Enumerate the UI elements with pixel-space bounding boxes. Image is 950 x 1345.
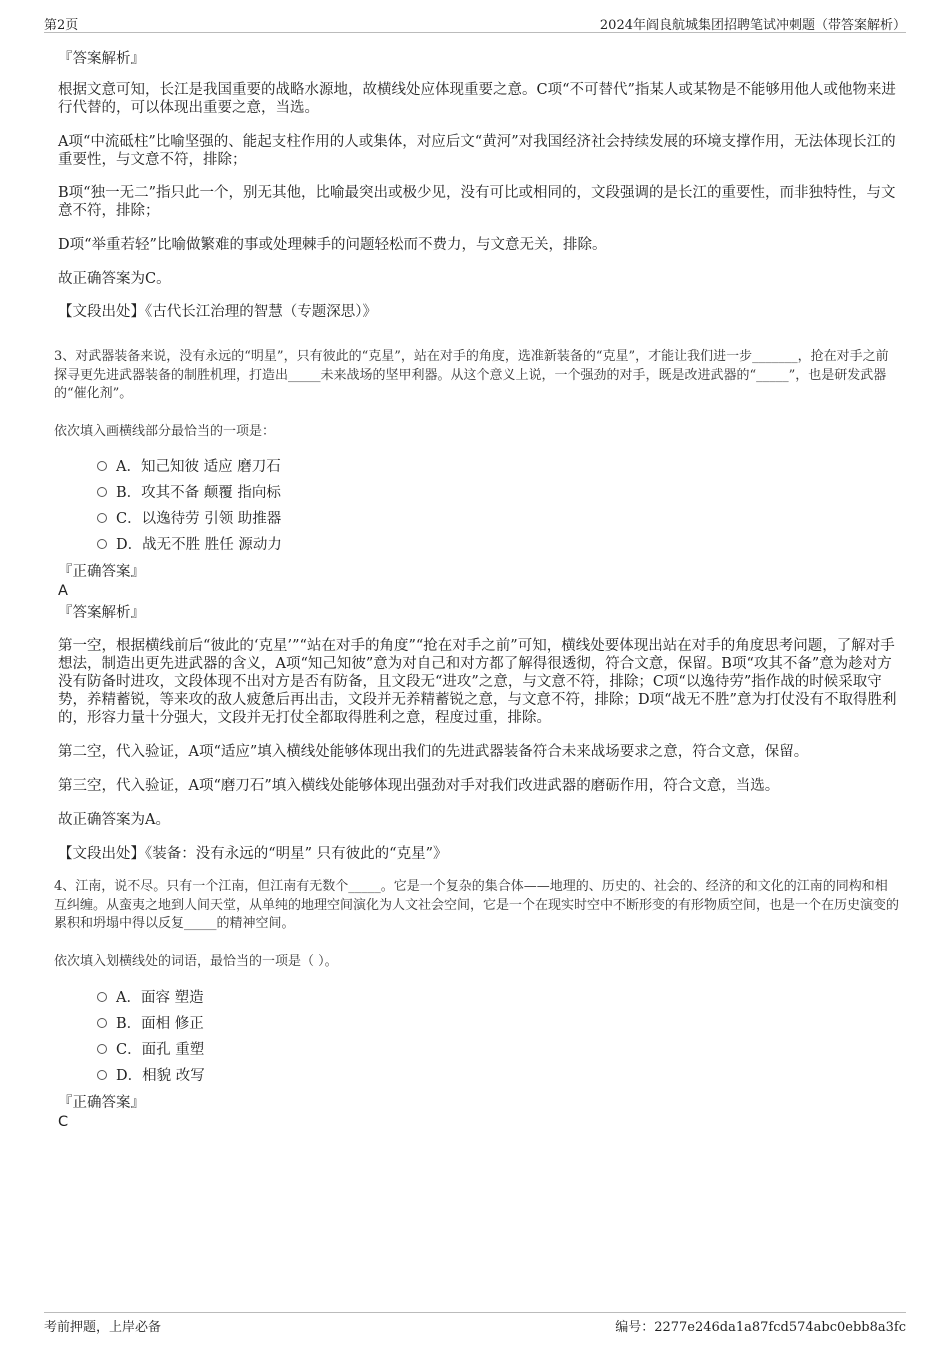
q4-stem: 4、江南，说不尽。只有一个江南，但江南有无数个_____。它是一个复杂的集合体——地理的、历史的、社会的、经济的和文化的江南的同构和相互纠缠。从蛮夷之地到人间天堂，从单纯的地理空间演化为人文社会空间，它是一个在现实时空中不断形变的有形物质空间，也是一个在历史演变的累积和坍塌中得以反复_____的精神空间。 — [54, 879, 900, 931]
q4-answer-label: 『正确答案』 — [58, 1095, 145, 1111]
q3-option-d[interactable] — [97, 536, 282, 554]
option-label: A．面容 塑造 — [116, 990, 204, 1006]
option-label: B．攻其不备 颠覆 指向标 — [116, 485, 281, 501]
footer-slogan: 考前押题，上岸必备 — [44, 1320, 162, 1335]
q3-analysis-p3: 第三空，代入验证，A项“磨刀石”填入横线处能够体现出强劲对手对我们改进武器的磨砺作用，符合文意，当选。 — [58, 778, 780, 794]
q2-analysis-p2: A项“中流砥柱”比喻坚强的、能起支柱作用的人或集体，对应后文“黄河”对我国经济社会持续发展的环境支撑作用，无法体现长江的重要性，与文意不符，排除； — [58, 134, 896, 168]
radio-icon[interactable] — [97, 539, 107, 549]
q3-option-c[interactable] — [97, 510, 281, 528]
q3-prompt: 依次填入画横线部分最恰当的一项是： — [54, 424, 276, 439]
q3-option-b[interactable] — [97, 484, 281, 502]
radio-icon[interactable] — [97, 487, 107, 497]
q3-option-a[interactable] — [97, 458, 281, 476]
q2-analysis-p4: D项“举重若轻”比喻做繁难的事或处理棘手的问题轻松而不费力，与文意无关，排除。 — [58, 237, 607, 253]
option-label: B．面相 修正 — [116, 1016, 204, 1032]
q3-stem: 3、对武器装备来说，没有永远的“明星”，只有彼此的“克星”，站在对手的角度，选准新装备的“克星”，才能让我们进一步_______，抢在对手之前探寻更先进武器装备的制胜机理，打造出_____未来战场的坚甲利器。从这个意义上说，一个强劲的对手，既是改进武器的“_____”，也是研发武器的“催化剂”。 — [54, 349, 889, 401]
option-label: A．知己知彼 适应 磨刀石 — [116, 459, 281, 475]
radio-icon[interactable] — [97, 992, 107, 1002]
option-label: D．战无不胜 胜任 源动力 — [116, 537, 282, 553]
q3-analysis-p2: 第二空，代入验证，A项“适应”填入横线处能够体现出我们的先进武器装备符合未来战场要求之意，符合文意，保留。 — [58, 744, 809, 760]
q4-option-d[interactable] — [97, 1067, 205, 1085]
page-header — [44, 14, 906, 33]
q2-conclusion: 故正确答案为C。 — [58, 271, 171, 287]
radio-icon[interactable] — [97, 1070, 107, 1080]
option-label: D．相貌 改写 — [116, 1068, 205, 1084]
radio-icon[interactable] — [97, 1018, 107, 1028]
q3-conclusion: 故正确答案为A。 — [58, 812, 170, 828]
q3-answer: A — [58, 583, 68, 599]
q2-analysis-label: 『答案解析』 — [58, 51, 145, 67]
radio-icon[interactable] — [97, 513, 107, 523]
q2-source: 【文段出处】《古代长江治理的智慧（专题深思）》 — [58, 304, 377, 320]
q4-prompt: 依次填入划横线处的词语，最恰当的一项是（ ）。 — [54, 954, 338, 969]
radio-icon[interactable] — [97, 1044, 107, 1054]
option-label: C．面孔 重塑 — [116, 1042, 205, 1058]
page-footer — [44, 1312, 906, 1337]
option-label: C．以逸待劳 引领 助推器 — [116, 511, 282, 527]
radio-icon[interactable] — [97, 461, 107, 471]
q2-analysis-p3: B项“独一无二”指只此一个，别无其他，比喻最突出或极少见，没有可比或相同的，文段强调的是长江的重要性，而非独特性，与文意不符，排除； — [58, 185, 896, 219]
document-id: 编号：2277e246da1a87fcd574abc0ebb8a3fc — [615, 1320, 906, 1335]
q4-option-c[interactable] — [97, 1041, 204, 1059]
q4-option-b[interactable] — [97, 1015, 204, 1033]
q3-analysis-p1: 第一空，根据横线前后“彼此的‘克星’”“站在对手的角度”“抢在对手之前”可知，横线处要体现出站在对手的角度思考问题，了解对手想法，制造出更先进武器的含义，A项“知己知彼”意为对自己和对方都了解得很透彻，符合文意，保留。B项“攻其不备”意为趁对方没有防备时进攻，文段体现不出对方是否有防备，且文段无“进攻”之意，与文意不符，排除；C项“以逸待劳”指作战的时候采取守势，养精蓄锐，等来攻的敌人疲惫后再出击，文段并无养精蓄锐之意，与文意不符，排除；D项“战无不胜”意为打仗没有不取得胜利的，形容力量十分强大，文段并无打仗全都取得胜利之意，程度过重，排除。 — [58, 638, 897, 726]
document-title: 2024年阎良航城集团招聘笔试冲刺题（带答案解析） — [599, 18, 906, 33]
q4-option-a[interactable] — [97, 989, 204, 1007]
q4-answer: C — [58, 1114, 69, 1130]
q3-answer-label: 『正确答案』 — [58, 564, 145, 580]
page-number: 第2页 — [44, 18, 79, 33]
q3-source: 【文段出处】《装备：没有永远的“明星” 只有彼此的“克星”》 — [58, 846, 448, 862]
q2-analysis-p1: 根据文意可知，长江是我国重要的战略水源地，故横线处应体现重要之意。C项“不可替代”指某人或某物是不能够用他人或他物来进行代替的，可以体现出重要之意，当选。 — [58, 82, 896, 116]
q3-analysis-label: 『答案解析』 — [58, 605, 145, 621]
